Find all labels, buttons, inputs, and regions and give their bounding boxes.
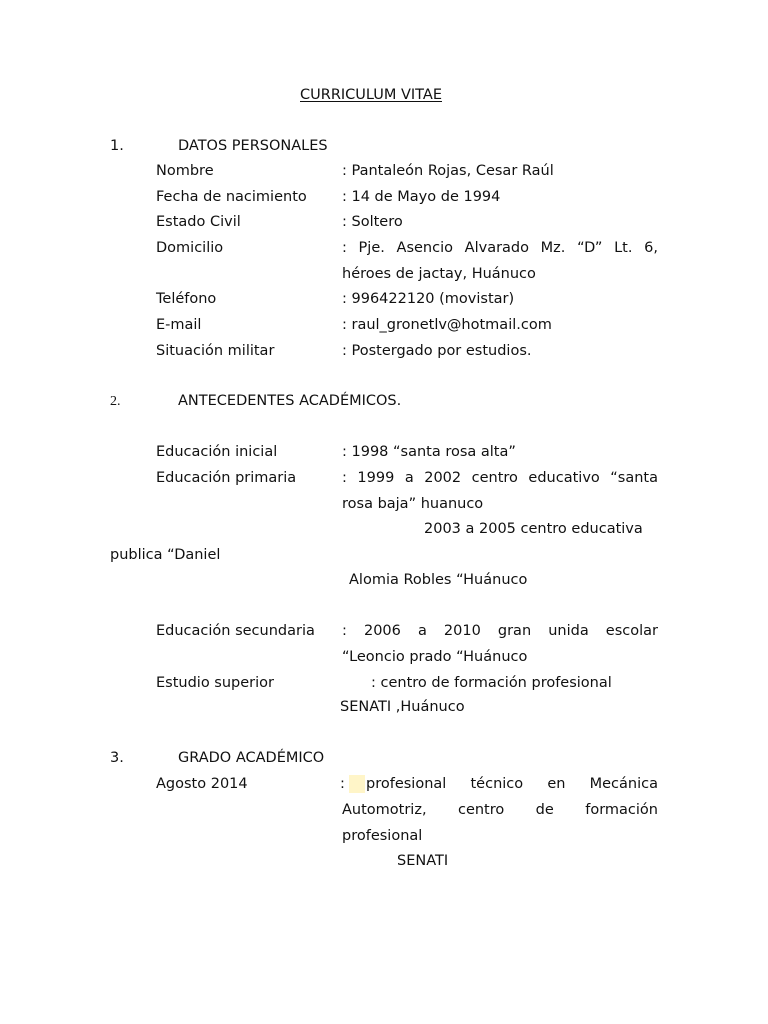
field-label-degree-date: Agosto 2014 xyxy=(156,776,248,792)
section-3-number: 3. xyxy=(110,750,124,766)
section-3-heading: GRADO ACADÉMICO xyxy=(178,750,325,766)
field-label-primaria: Educación primaria xyxy=(156,470,297,486)
field-label-secundaria: Educación secundaria xyxy=(156,623,315,639)
field-value-name: : Pantaleón Rojas, Cesar Raúl xyxy=(342,163,554,179)
section-2-number: 2. xyxy=(110,394,121,409)
document-title: CURRICULUM VITAE xyxy=(300,87,442,103)
field-value-inicial: : 1998 “santa rosa alta” xyxy=(342,444,516,460)
field-value-address: : Pje. Asencio Alvarado Mz. “D” Lt. 6, xyxy=(342,240,658,256)
field-value-secundaria-cont: “Leoncio prado “Huánuco xyxy=(342,649,528,665)
field-label-birthdate: Fecha de nacimiento xyxy=(156,189,307,205)
field-value-degree-cont-3: SENATI xyxy=(397,853,449,869)
field-value-address-cont: héroes de jactay, Huánuco xyxy=(342,266,536,282)
field-value-civil-status: : Soltero xyxy=(342,214,403,230)
field-label-address: Domicilio xyxy=(156,240,224,256)
field-value-primaria-cont-2: 2003 a 2005 centro educativa xyxy=(424,521,643,537)
field-value-degree-cont-2: profesional xyxy=(342,828,423,844)
section-1-number: 1. xyxy=(110,138,124,154)
field-value-degree: profesional técnico en Mecánica xyxy=(366,776,658,792)
field-value-superior: : centro de formación profesional xyxy=(371,675,612,691)
field-label-civil-status: Estado Civil xyxy=(156,214,241,230)
field-value-phone: : 996422120 (movistar) xyxy=(342,291,515,307)
text-highlight xyxy=(349,775,365,793)
field-value-degree-cont-1: Automotriz, centro de formación xyxy=(342,802,658,818)
field-label-name: Nombre xyxy=(156,163,214,179)
field-label-email: E-mail xyxy=(156,317,202,333)
field-value-primaria-cont-3: publica “Daniel xyxy=(110,547,221,563)
field-label-phone: Teléfono xyxy=(156,291,217,307)
field-value-primaria-cont-4: Alomia Robles “Huánuco xyxy=(349,572,528,588)
field-value-primaria: : 1999 a 2002 centro educativo “santa xyxy=(342,470,658,486)
field-label-military: Situación militar xyxy=(156,343,275,359)
section-1-heading: DATOS PERSONALES xyxy=(178,138,328,154)
field-value-secundaria: : 2006 a 2010 gran unida escolar xyxy=(342,623,658,639)
field-value-birthdate: : 14 de Mayo de 1994 xyxy=(342,189,501,205)
field-value-military: : Postergado por estudios. xyxy=(342,343,532,359)
field-value-degree-colon: : xyxy=(340,776,345,792)
field-value-primaria-cont-1: rosa baja” huanuco xyxy=(342,496,484,512)
field-value-superior-cont: SENATI ,Huánuco xyxy=(340,699,465,715)
field-label-superior: Estudio superior xyxy=(156,675,274,691)
field-value-email: : raul_gronetlv@hotmail.com xyxy=(342,317,552,333)
section-2-heading: ANTECEDENTES ACADÉMICOS. xyxy=(178,393,402,409)
field-label-inicial: Educación inicial xyxy=(156,444,278,460)
